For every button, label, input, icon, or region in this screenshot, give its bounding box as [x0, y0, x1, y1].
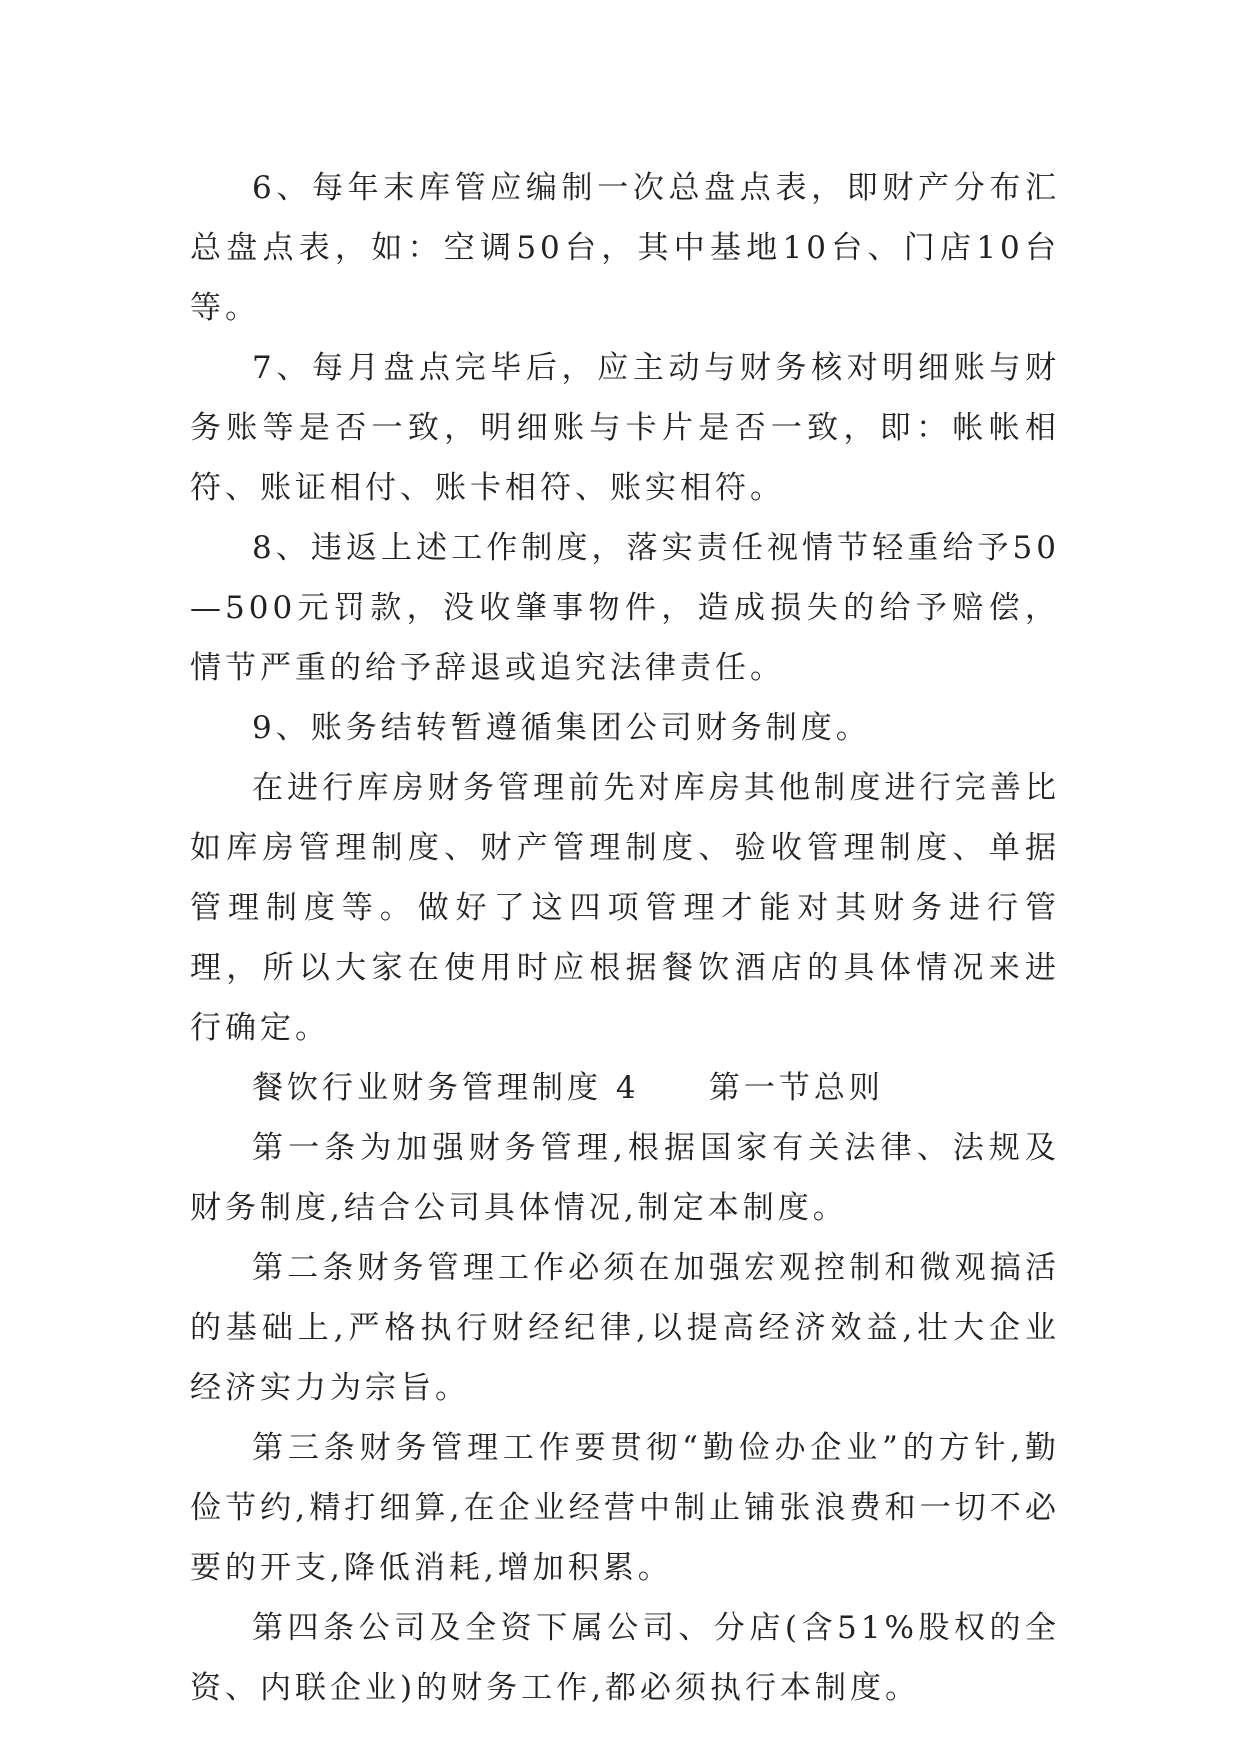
article-1: 第一条为加强财务管理,根据国家有关法律、法规及财务制度,结合公司具体情况,制定本制度。: [190, 1130, 1060, 1226]
document-body: [190, 158, 1060, 1718]
paragraph-item-6: 6、每年末库管应编制一次总盘点表，即财产分布汇总盘点表，如：空调50台，其中基地10台、门店10台等。: [190, 170, 1060, 326]
paragraph-item-8: 8、违返上述工作制度，落实责任视情节轻重给予50—500元罚款，没收肇事物件，造成损失的给予赔偿，情节严重的给予辞退或追究法律责任。: [190, 530, 1060, 686]
paragraph-item-9: 9、账务结转暂遵循集团公司财务制度。: [252, 710, 871, 746]
article-2: 第二条财务管理工作必须在加强宏观控制和微观搞活的基础上,严格执行财经纪律,以提高经济效益,壮大企业经济实力为宗旨。: [190, 1250, 1060, 1406]
paragraph-item-7: 7、每月盘点完毕后，应主动与财务核对明细账与财务账等是否一致，明细账与卡片是否一致，即：帐帐相符、账证相付、账卡相符、账实相符。: [190, 350, 1060, 506]
section-heading: 餐饮行业财务管理制度 4 第一节总则: [252, 1070, 884, 1106]
article-4: 第四条公司及全资下属公司、分店(含51%股权的全资、内联企业)的财务工作,都必须执行本制度。: [190, 1610, 1060, 1706]
article-3: 第三条财务管理工作要贯彻“勤俭办企业”的方针,勤俭节约,精打细算,在企业经营中制止铺张浪费和一切不必要的开支,降低消耗,增加积累。: [190, 1430, 1060, 1586]
paragraph-warehouse-note: 在进行库房财务管理前先对库房其他制度进行完善比如库房管理制度、财产管理制度、验收管理制度、单据管理制度等。做好了这四项管理才能对其财务进行管理，所以大家在使用时应根据餐饮酒店的具体情况来进行确定。: [190, 770, 1060, 1046]
